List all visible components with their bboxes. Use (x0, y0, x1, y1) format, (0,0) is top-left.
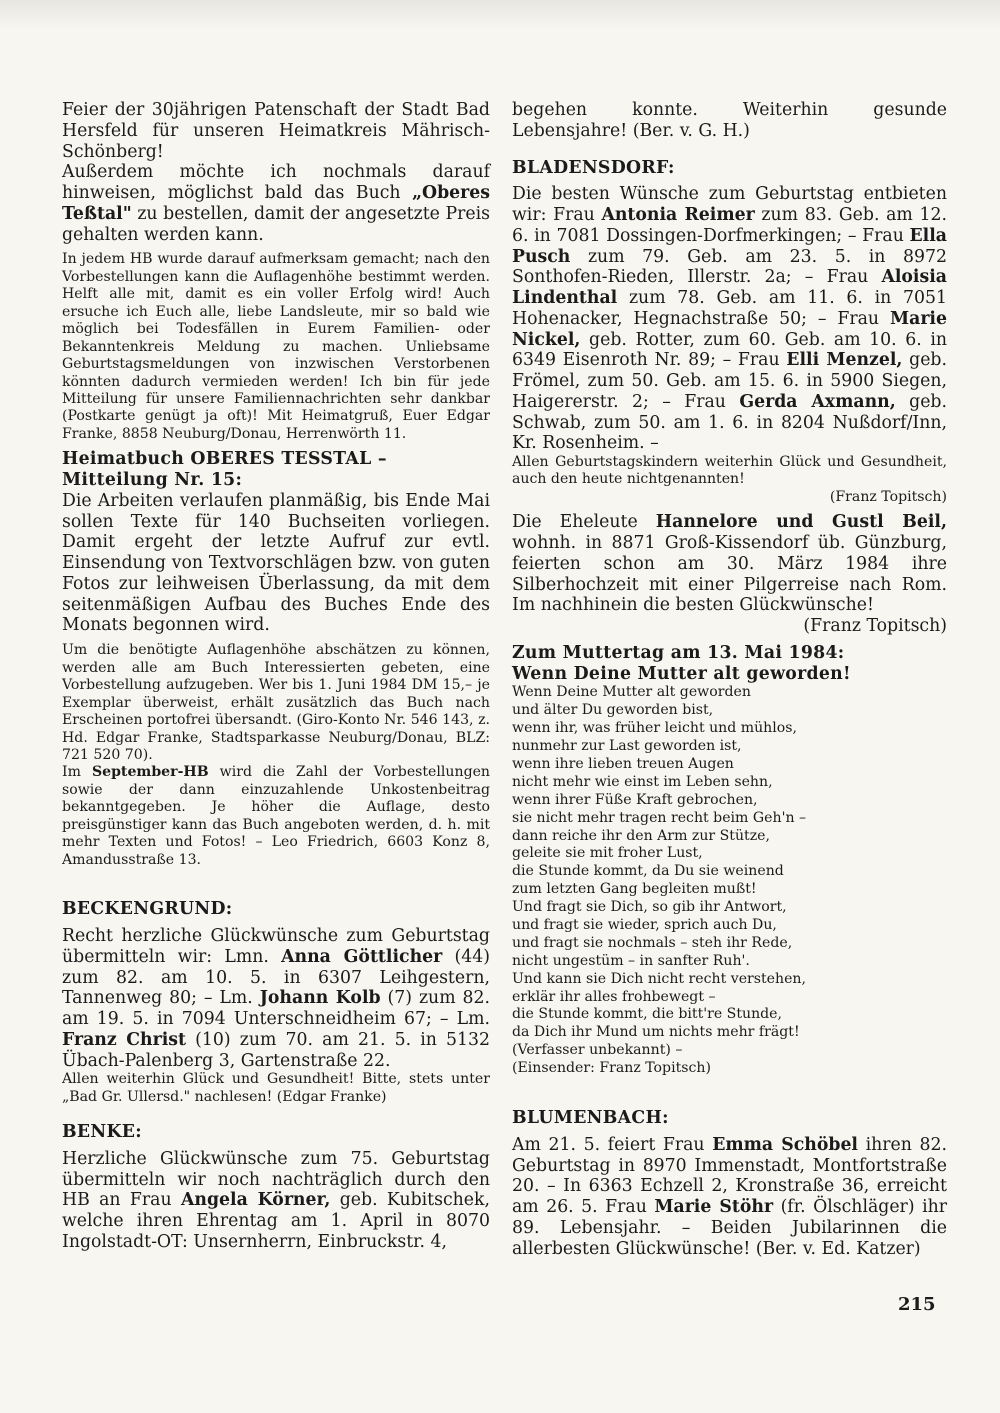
text: geb. Frömel, zum 50. Geb. am 15. 6. in 5900 Siegen, Haigererstr. 2; – Frau (512, 350, 947, 412)
intro-paragraph-2 (62, 162, 490, 245)
beil-paragraph (512, 512, 947, 616)
text: wird die Zahl der Vorbestellungen sowie der dann einzuzahlende Unkostenbeitrag bekanntgegeben. Je höher die Auflage, desto preisgünstiger kann das Buch angeboten werden, d. h. mit mehr Texten und Fotos! – Leo Friedrich, 6603 Konz 8, Amandusstraße 13. (62, 764, 491, 868)
text: Die Eheleute (512, 512, 656, 533)
text: zu bestellen, damit der angesetzte Preis gehalten werden kann. (62, 203, 490, 245)
person-name: Emma Schöbel (712, 1134, 859, 1155)
muttertag-poem (512, 684, 947, 1078)
poem-line: (Einsender: Franz Topitsch) (512, 1060, 711, 1077)
poem-line: und fragt sie nochmals – steh ihr Rede, (512, 934, 793, 951)
poem-line: nicht ungestüm – in sanfter Ruh'. (512, 952, 750, 969)
text: ihren 82. Geburtstag in 8970 Immenstadt, Montfortstraße 20. – In 6363 Echzell 2, Kronstraße 36, erreicht am 26. 5. Frau (512, 1134, 948, 1217)
beckengrund-paragraph (62, 926, 490, 1071)
poem-line: Und fragt sie Dich, so gib ihr Antwort, (512, 899, 787, 916)
text: Die besten Wünsche zum Geburtstag entbieten wir: Frau (512, 184, 947, 225)
person-name: Ella Pusch (512, 225, 947, 267)
muttertag-heading-1: Zum Muttertag am 13. Mai 1984: (512, 642, 845, 663)
heimatbuch-small-paragraph-2 (62, 764, 490, 869)
person-name: Marie Nickel, (512, 308, 947, 350)
poem-line: die Stunde kommt, da Du sie weinend (512, 863, 784, 880)
text: Recht herzliche Glückwünsche zum Geburtstag übermitteln wir: Lmn. (62, 926, 490, 967)
poem-line: geleite sie mit froher Lust, (512, 845, 703, 862)
person-name: Elli Menzel, (786, 350, 903, 371)
right-column (512, 100, 947, 1259)
text: zum 83. Geb. am 12. 6. in 7081 Dossingen-Dorfmerkingen; – Frau (512, 205, 947, 246)
poem-line: Und kann sie Dich nicht recht verstehen, (512, 970, 806, 987)
left-column (62, 100, 490, 1253)
poem-line: (Verfasser unbekannt) – (512, 1042, 683, 1059)
benke-heading: BENKE: (62, 1122, 142, 1143)
poem-line: nicht mehr wie einst im Leben sehn, (512, 773, 773, 790)
poem-line: und älter Du geworden bist, (512, 702, 714, 719)
bladensdorf-heading: BLADENSDORF: (512, 157, 675, 178)
poem-line: wenn ihre lieben treuen Augen (512, 755, 734, 772)
text: zum 79. Geb. am 23. 5. in 8972 Sonthofen-Rieden, Illerstr. 2a; – Frau (512, 246, 947, 288)
beckengrund-heading: BECKENGRUND: (62, 899, 233, 920)
text: geb. Kubitschek, welche ihren Ehrentag am 1. April in 8070 Ingolstadt-OT: Unsernherrn, Einbruckstr. 4, (62, 1190, 490, 1252)
intro-small-paragraph: In jedem HB wurde darauf aufmerksam gemacht; nach den Vorbestellungen kann die Auflagenhöhe bestimmt werden. Helft alle mit, damit es ein voller Erfolg wird! Auch ersuche ich Euch alle, liebe Landsleute, mir so bald wie möglich bei Todesfällen in Eurem Familien- oder Bekanntenkreis Meldung zu machen. Unliebsame Geburtstagsmeldungen von inzwischen Verstorbenen könnten dadurch vermieden werden! Ich bin für jede Mitteilung für unsere Familiennachrichten sehr dankbar (Postkarte genügt ja oft)! Mit Heimatgruß, Euer Edgar Franke, 8858 Neuburg/Donau, Herrenwörth 11. (62, 251, 490, 442)
person-name: Hannelore und Gustl Beil, (655, 512, 947, 533)
person-name: Anna Göttlicher (281, 946, 443, 967)
text: (44) zum 82. am 10. 5. in 6307 Leihgestern, Tannenweg 80; – Lm. (62, 946, 491, 1009)
text: zum 78. Geb. am 11. 6. in 7051 Hohenacker, Hegnachstraße 50; – Frau (512, 288, 947, 329)
muttertag-heading-2: Wenn Deine Mutter alt geworden! (512, 663, 851, 684)
text: wohnh. in 8871 Groß-Kissendorf üb. Günzburg, feierten schon am 30. März 1984 ihre Silberhochzeit mit einer Pilgerreise nach Rom. Im nachhinein die besten Glückwünsche! (512, 533, 947, 616)
person-name: Marie Stöhr (654, 1197, 774, 1217)
text: (7) zum 82. am 19. 5. in 7094 Unterschneidheim 67; – Lm. (62, 988, 490, 1029)
bladensdorf-signature: (Franz Topitsch) (829, 488, 947, 505)
continued-paragraph: begehen konnte. Weiterhin gesunde Lebensjahre! (Ber. v. G. H.) (512, 100, 947, 141)
text: Am 21. 5. feiert Frau (512, 1134, 713, 1155)
text: Im (62, 764, 92, 781)
book-title: „Oberes Teßtal" (62, 183, 490, 224)
person-name: Angela Körner, (180, 1190, 331, 1211)
poem-line: wenn ihrer Füße Kraft gebrochen, (512, 791, 758, 808)
text: geb. Schwab, zum 50. am 1. 6. in 8204 Nußdorf/Inn, Kr. Rosenheim. – (512, 391, 947, 454)
poem-line: sie nicht mehr tragen recht beim Geh'n – (512, 809, 807, 826)
text: geb. Rotter, zum 60. Geb. am 10. 6. in 6349 Eisenroth Nr. 89; – Frau (512, 329, 947, 371)
benke-paragraph (62, 1149, 490, 1253)
blumenbach-heading: BLUMENBACH: (512, 1108, 669, 1128)
emphasis: September-HB (91, 764, 209, 781)
poem-line: zum letzten Gang begleiten mußt! (512, 881, 757, 898)
person-name: Antonia Reimer (601, 205, 755, 225)
heimatbuch-heading: Heimatbuch OBERES TESSTAL – Mitteilung Nr. 15: (62, 449, 387, 491)
blumenbach-paragraph (512, 1135, 947, 1260)
person-name: Franz Christ (62, 1029, 187, 1050)
bladensdorf-paragraph (512, 184, 947, 454)
heimatbuch-paragraph: Die Arbeiten verlaufen planmäßig, bis Ende Mai sollen Texte für 140 Buchseiten vorliegen. Damit ergeht der letzte Aufruf zur evtl. Einsendung von Textvorschlägen bzw. von guten Fotos zur leihweisen Überlassung, da mit dem seitenmäßigen Aufbau des Buches Ende des Monats begonnen wird. (62, 490, 490, 636)
poem-line: und fragt sie wieder, sprich auch Du, (512, 916, 777, 933)
poem-line: dann reiche ihr den Arm zur Stütze, (512, 827, 770, 844)
person-name: Aloisia Lindenthal (512, 267, 947, 308)
beckengrund-small: Allen weiterhin Glück und Gesundheit! Bitte, stets unter „Bad Gr. Ullersd." nachlesen! (Edgar Franke) (62, 1071, 490, 1105)
poem-line: erklär ihr alles frohbewegt – (512, 988, 716, 1005)
person-name: Gerda Axmann, (739, 391, 896, 412)
poem-line: nunmehr zur Last geworden ist, (512, 738, 742, 755)
poem-line: da Dich ihr Mund um nichts mehr frägt! (512, 1024, 800, 1041)
poem-line: die Stunde kommt, die bitt're Stunde, (512, 1006, 782, 1023)
intro-paragraph-1: Feier der 30jährigen Patenschaft der Stadt Bad Hersfeld für unseren Heimatkreis Mährisch-Schönberg! (62, 100, 490, 162)
text: Außerdem möchte ich nochmals darauf hinweisen, möglichst bald das Buch (62, 162, 490, 203)
poem-line: Wenn Deine Mutter alt geworden (512, 684, 751, 701)
person-name: Johann Kolb (259, 988, 381, 1009)
heimatbuch-small-paragraph-1: Um die benötigte Auflagenhöhe abschätzen zu können, werden alle am Buch Interessierten gebeten, eine Vorbestellung aufzugeben. Wer bis 1. Juni 1984 DM 15,– je Exemplar überweist, erhält zusätzlich das Buch nach Erscheinen portofrei übersandt. (Giro-Konto Nr. 546 143, z. Hd. Edgar Franke, Stadtsparkasse Neuburg/Donau, BLZ: 721 520 70). (62, 642, 490, 763)
bladensdorf-small: Allen Geburtstagskindern weiterhin Glück und Gesundheit, auch den heute nichtgenannten! (512, 454, 947, 488)
beil-signature: (Franz Topitsch) (803, 616, 947, 637)
text: Herzliche Glückwünsche zum 75. Geburtstag übermitteln wir noch nachträglich durch den HB an Frau (62, 1148, 490, 1211)
poem-line: wenn ihr, was früher leicht und mühlos, (512, 720, 797, 737)
page-number: 215 (898, 1294, 936, 1315)
scan-edge-shadow (0, 0, 1000, 30)
text: (fr. Ölschläger) ihr 89. Lebensjahr. – Beiden Jubilarinnen die allerbesten Glückwünsche! (Ber. v. Ed. Katzer) (512, 1197, 947, 1259)
text: (10) zum 70. am 21. 5. in 5132 Übach-Palenberg 3, Gartenstraße 22. (62, 1029, 490, 1071)
